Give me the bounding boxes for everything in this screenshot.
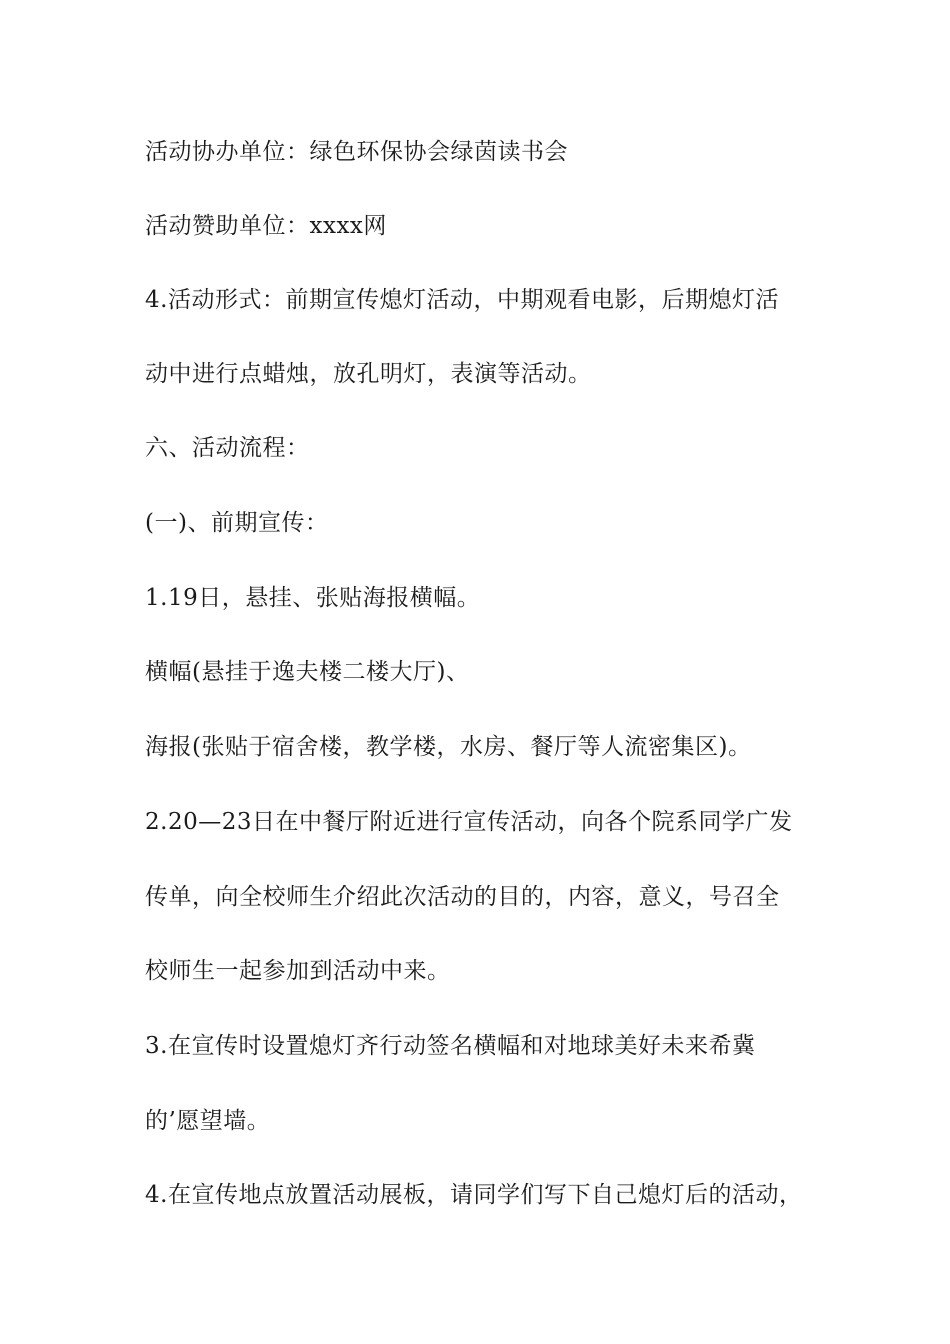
- section-heading: 六、活动流程：: [145, 435, 310, 461]
- text-line: 3.在宣传时设置熄灯齐行动签名横幅和对地球美好未来希冀: [145, 1033, 756, 1059]
- text-line: 横幅(悬挂于逸夫楼二楼大厅)、: [145, 659, 470, 685]
- text-line: 动中进行点蜡烛，放孔明灯，表演等活动。: [145, 361, 592, 387]
- text-line: 活动赞助单位：xxxx网: [145, 213, 387, 239]
- text-line: 传单，向全校师生介绍此次活动的目的，内容，意义，号召全: [145, 884, 780, 910]
- text-line: 的’愿望墙。: [145, 1108, 271, 1134]
- text-line: 校师生一起参加到活动中来。: [145, 958, 451, 984]
- text-line: 海报(张贴于宿舍楼，教学楼，水房、餐厅等人流密集区)。: [145, 734, 752, 760]
- subsection-heading: (一)、前期宣传：: [145, 510, 329, 536]
- text-line: 4.在宣传地点放置活动展板，请同学们写下自己熄灯后的活动，: [145, 1182, 803, 1208]
- text-line: 1.19日，悬挂、张贴海报横幅。: [145, 585, 481, 611]
- text-line: 4.活动形式：前期宣传熄灯活动，中期观看电影，后期熄灯活: [145, 287, 779, 313]
- text-line: 活动协办单位：绿色环保协会绿茵读书会: [145, 139, 568, 165]
- text-line: 2.20—23日在中餐厅附近进行宣传活动，向各个院系同学广发: [145, 809, 793, 835]
